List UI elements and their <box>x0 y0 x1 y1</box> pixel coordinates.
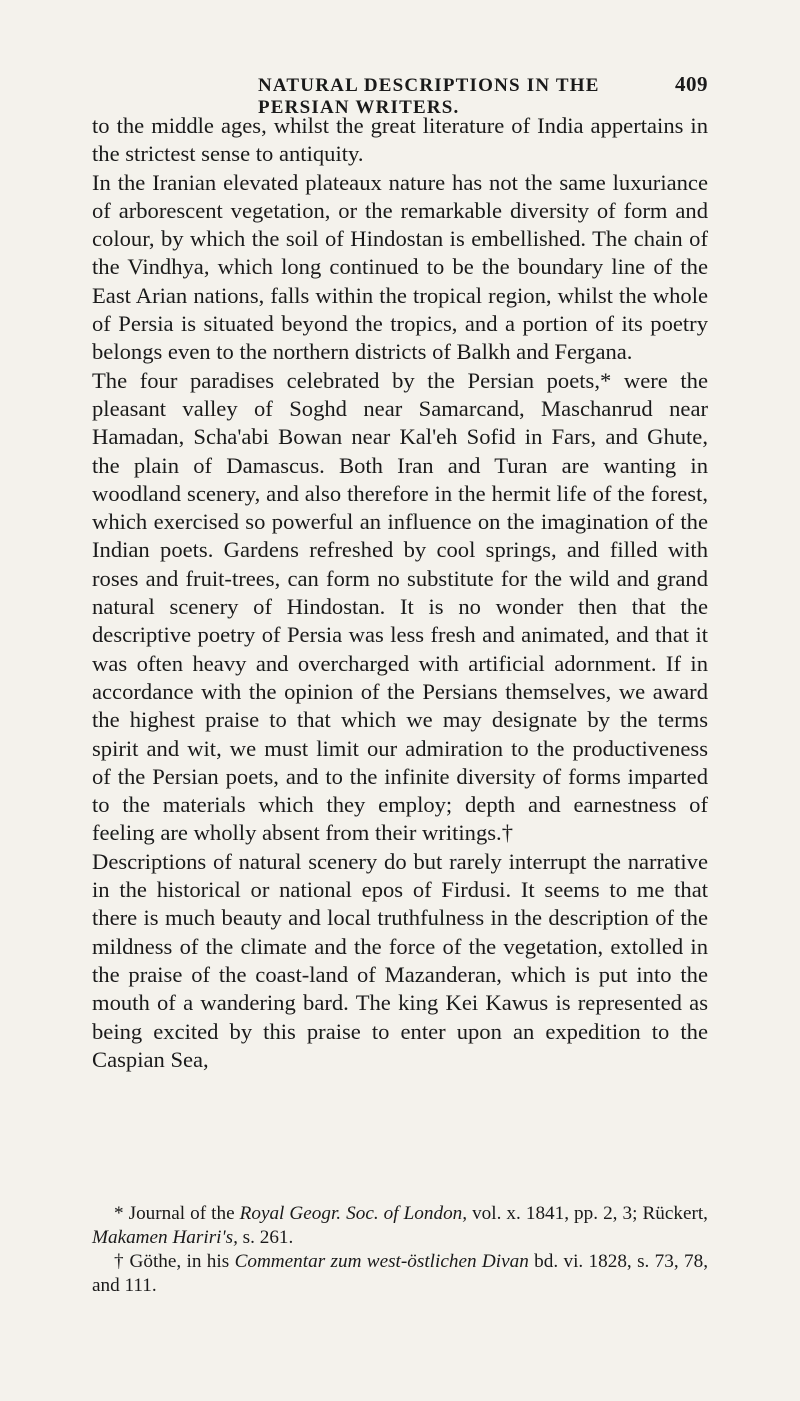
main-text <box>92 112 708 1074</box>
footnote <box>92 1250 708 1298</box>
footnote <box>92 1202 708 1250</box>
footnote-text: vol. x. 1841, pp. 2, 3; Rückert, <box>467 1203 708 1224</box>
footnote-mark: * <box>114 1203 124 1224</box>
footnote-title: Makamen Hariri's, <box>92 1227 238 1248</box>
paragraph: In the Iranian elevated plateaux nature has not the same luxuriance of arborescent vegetation, or the remarkable diversity of form and colour, by which the soil of Hindostan is embellished. The chain of the Vindhya, which long continued to be the boundary line of the East Arian nations, falls within the tropical region, whilst the whole of Persia is situated beyond the tropics, and a portion of its poetry belongs even to the northern districts of Balkh and Fergana. <box>92 169 708 365</box>
running-title: NATURAL DESCRIPTIONS IN THE PERSIAN WRITERS. <box>258 75 600 118</box>
footnote-title: Royal Geogr. Soc. of London, <box>239 1203 468 1224</box>
footnote-text: bd. vi. 1828, s. 73, 78, and 111. <box>92 1251 708 1296</box>
paragraph: The four paradises celebrated by the Persian poets,* were the pleasant valley of Soghd near Samarcand, Maschanrud near Hamadan, Scha'abi Bowan near Kal'eh Sofid in Fars, and Ghute, the plain of Damascus. Both Iran and Turan are wanting in woodland scenery, and also therefore in the hermit life of the forest, which exercised so powerful an influence on the imagination of the Indian poets. Gardens refreshed by cool springs, and filled with roses and fruit-trees, can form no substitute for the wild and grand natural scenery of Hindostan. It is no wonder then that the descriptive poetry of Persia was less fresh and animated, and that it was often heavy and overcharged with artificial adornment. If in accordance with the opinion of the Persians themselves, we award the highest praise to that which we may designate by the terms spirit and wit, we must limit our admiration to the productiveness of the Persian poets, and to the infinite diversity of forms imparted to the materials which they employ; depth and earnestness of feeling are wholly absent from their writings.† <box>92 367 708 846</box>
footnotes <box>92 1202 708 1298</box>
footnote-title: Commentar zum west-östlichen Divan <box>234 1251 529 1272</box>
footnote-mark: † <box>114 1251 125 1272</box>
footnote-text: Journal of the <box>123 1203 240 1224</box>
footnote-text: Göthe, in his <box>124 1251 235 1272</box>
page-number: 409 <box>675 72 708 96</box>
footnote-text: s. 261. <box>237 1227 294 1248</box>
paragraph: Descriptions of natural scenery do but rarely interrupt the narrative in the historical or national epos of Firdusi. It seems to me that there is much beauty and local truthfulness in the description of the mildness of the climate and the force of the vegetation, extolled in the praise of the coast-land of Mazanderan, which is put into the mouth of a wandering bard. The king Kei Kawus is represented as being excited by this praise to enter upon an expedition to the Caspian Sea, <box>92 848 708 1072</box>
paragraph: to the middle ages, whilst the great literature of India appertains in the strictest sense to antiquity. <box>92 113 708 167</box>
